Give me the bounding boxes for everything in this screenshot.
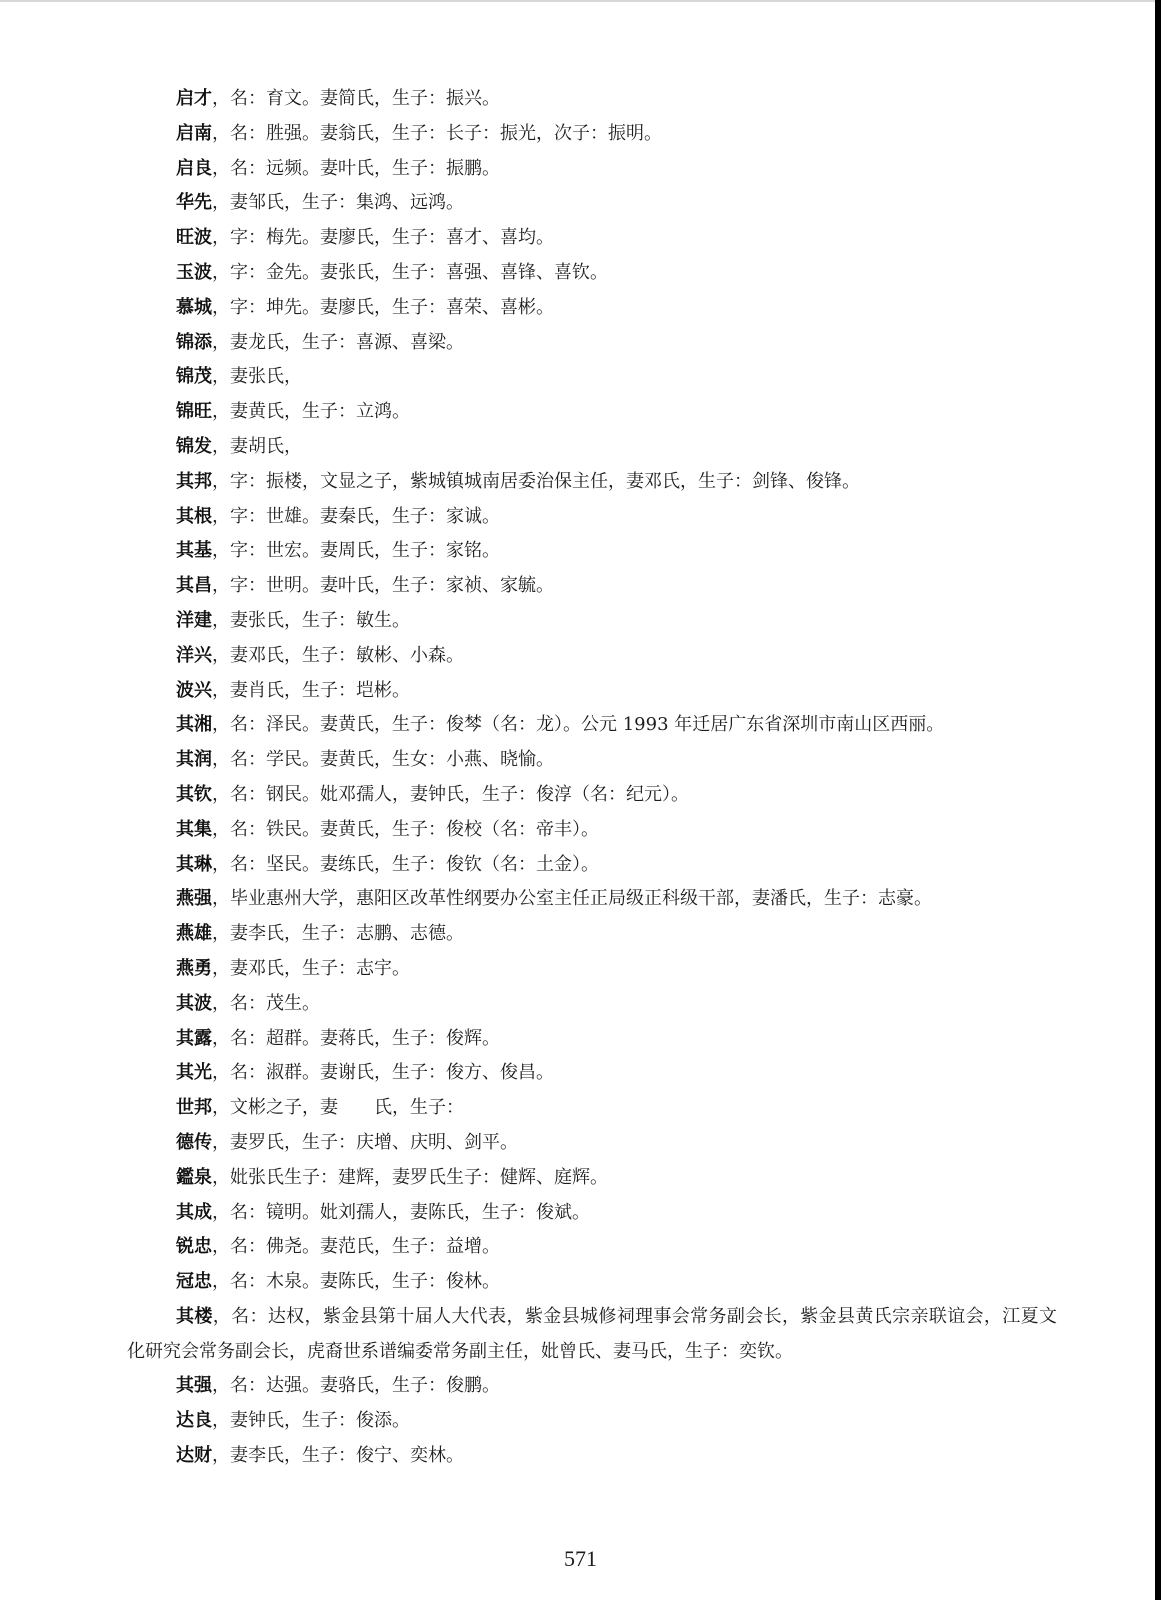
person-name: 其露 (176, 1027, 212, 1049)
person-name: 波兴 (176, 679, 212, 701)
scan-edge-right (1155, 0, 1161, 1600)
person-details: ，字：金先。妻张氏，生子：喜强、喜锋、喜钦。 (212, 261, 608, 283)
person-details: ，妻钟氏，生子：俊添。 (212, 1410, 410, 1432)
genealogy-entry (127, 639, 1057, 674)
genealogy-entry (127, 1265, 1057, 1300)
genealogy-entry (127, 1091, 1057, 1126)
person-details: ，妻黄氏，生子：立鸿。 (212, 401, 410, 423)
person-details: ，妻张氏， (212, 366, 302, 388)
person-details: ，妻邓氏，生子：志宇。 (212, 957, 410, 979)
person-name: 世邦 (176, 1097, 212, 1119)
person-details: ，名：胜强。妻翁氏，生子：长子：振光，次子：振明。 (212, 122, 662, 144)
person-details: ，名：育文。妻简氏，生子：振兴。 (212, 88, 500, 109)
person-name: 德传 (176, 1131, 212, 1153)
person-details: ，妣张氏生子：建辉，妻罗氏生子：健辉、庭辉。 (212, 1166, 608, 1188)
genealogy-entry (127, 1196, 1057, 1231)
person-name: 其润 (176, 749, 212, 771)
genealogy-entry (127, 848, 1057, 883)
genealogy-entry (127, 326, 1057, 361)
person-details: ，妻李氏，生子：志鹏、志德。 (212, 923, 464, 945)
person-details: ，名：淑群。妻谢氏，生子：俊方、俊昌。 (212, 1062, 554, 1084)
person-name: 玉波 (176, 261, 212, 283)
person-name: 其琳 (176, 853, 212, 875)
person-name: 启南 (176, 122, 212, 144)
person-details: ，名：坚民。妻练氏，生子：俊钦（名：土金）。 (212, 853, 599, 875)
person-name: 其钦 (176, 783, 212, 805)
genealogy-entry (127, 952, 1057, 987)
genealogy-entry (127, 882, 1057, 917)
person-name: 其楼 (176, 1305, 213, 1327)
person-name: 其集 (176, 818, 212, 840)
person-details: ，名：茂生。 (212, 992, 320, 1014)
genealogy-entry (127, 291, 1057, 326)
person-name: 启才 (176, 88, 212, 109)
person-name: 其基 (176, 540, 212, 562)
genealogy-entry (127, 1126, 1057, 1161)
genealogy-entry (127, 500, 1057, 535)
genealogy-entry (127, 430, 1057, 465)
genealogy-entry (127, 743, 1057, 778)
genealogy-entry (127, 987, 1057, 1022)
person-name: 鑑泉 (176, 1166, 212, 1188)
person-name: 慕城 (176, 296, 212, 318)
person-name: 洋兴 (176, 644, 212, 666)
person-name: 达良 (176, 1410, 212, 1432)
person-details: ，名：铁民。妻黄氏，生子：俊校（名：帝丰）。 (212, 818, 599, 840)
person-name: 其湘 (176, 714, 212, 736)
person-name: 其昌 (176, 575, 212, 597)
person-name: 锦发 (176, 435, 212, 457)
person-details: ，毕业惠州大学，惠阳区改革性纲要办公室主任正局级正科级干部，妻潘氏，生子：志豪。 (212, 888, 932, 910)
person-name: 锦添 (176, 331, 212, 353)
person-details: ，妻肖氏，生子：垲彬。 (212, 679, 410, 701)
genealogy-entry (127, 465, 1057, 500)
person-details: ，文彬之子，妻 氏，生子： (212, 1097, 464, 1119)
person-details: ，字：梅先。妻廖氏，生子：喜才、喜均。 (212, 227, 554, 249)
person-details: ，字：坤先。妻廖氏，生子：喜荣、喜彬。 (212, 296, 554, 318)
person-name: 其根 (176, 505, 212, 527)
person-details: ，名：学民。妻黄氏，生女：小燕、晓愉。 (212, 749, 554, 771)
person-name: 锦旺 (176, 401, 212, 423)
genealogy-entry (127, 569, 1057, 604)
person-details: ，名：佛尧。妻范氏，生子：益增。 (212, 1236, 500, 1258)
person-details: ，名：达强。妻骆氏，生子：俊鹏。 (212, 1375, 500, 1397)
genealogy-entry (127, 534, 1057, 569)
person-details: ，字：世明。妻叶氏，生子：家祯、家毓。 (212, 575, 554, 597)
genealogy-entry (127, 1439, 1057, 1474)
person-details: ，妻李氏，生子：俊宁、奕林。 (212, 1445, 464, 1467)
person-name: 其成 (176, 1201, 212, 1223)
genealogy-entry (127, 1230, 1057, 1265)
genealogy-entry (127, 395, 1057, 430)
person-name: 洋建 (176, 609, 212, 631)
genealogy-entry (127, 674, 1057, 709)
genealogy-entry (127, 360, 1057, 395)
person-details: ，妻龙氏，生子：喜源、喜梁。 (212, 331, 464, 353)
person-name: 燕强 (176, 888, 212, 910)
genealogy-entry (127, 221, 1057, 256)
person-details: ，妻张氏，生子：敏生。 (212, 609, 410, 631)
genealogy-entry (127, 186, 1057, 221)
genealogy-entry (127, 917, 1057, 952)
person-details: ，字：振楼，文显之子，紫城镇城南居委治保主任，妻邓氏，生子：剑锋、俊锋。 (212, 470, 860, 492)
genealogy-entry (127, 813, 1057, 848)
genealogy-entry (127, 708, 1057, 743)
person-details: ，名：达权，紫金县第十届人大代表，紫金县城修祠理事会常务副会长，紫金县黄氏宗亲联谊会，江夏文化研究会常务副会长，虎裔世系谱编委常务副主任，妣曾氏、妻马氏，生子：奕钦。 (127, 1305, 1058, 1362)
person-details: ，妻胡氏， (212, 435, 302, 457)
genealogy-entry (127, 1404, 1057, 1439)
person-name: 其光 (176, 1062, 212, 1084)
genealogy-entry (127, 1161, 1057, 1196)
scan-edge-top (0, 0, 1161, 2)
page-number: 571 (564, 1546, 597, 1571)
person-details: ，名：泽民。妻黄氏，生子：俊棽（名：龙）。公元 1993 年迁居广东省深圳市南山区西丽。 (212, 714, 945, 736)
person-name: 锐忠 (176, 1236, 212, 1258)
person-details: ，字：世雄。妻秦氏，生子：家诚。 (212, 505, 500, 527)
person-details: ，妻邓氏，生子：敏彬、小森。 (212, 644, 464, 666)
genealogy-entry (127, 152, 1057, 187)
person-name: 启良 (176, 157, 212, 179)
genealogy-entry (127, 1022, 1057, 1057)
person-details: ，妻邹氏，生子：集鸿、远鸿。 (212, 192, 464, 214)
person-details: ，名：木泉。妻陈氏，生子：俊林。 (212, 1271, 500, 1293)
genealogy-entry (127, 1056, 1057, 1091)
person-name: 锦茂 (176, 366, 212, 388)
person-name: 其邦 (176, 470, 212, 492)
person-details: ，字：世宏。妻周氏，生子：家铭。 (212, 540, 500, 562)
person-name: 华先 (176, 192, 212, 214)
person-details: ，名：远频。妻叶氏，生子：振鹏。 (212, 157, 500, 179)
genealogy-entry (127, 82, 1057, 117)
person-details: ，妻罗氏，生子：庆增、庆明、剑平。 (212, 1131, 518, 1153)
genealogy-entry (127, 256, 1057, 291)
person-name: 其波 (176, 992, 212, 1014)
genealogy-entry (127, 604, 1057, 639)
person-name: 燕雄 (176, 923, 212, 945)
genealogy-entry (127, 1300, 1057, 1370)
person-details: ，名：钢民。妣邓孺人，妻钟氏，生子：俊淳（名：纪元）。 (212, 783, 689, 805)
person-name: 达财 (176, 1445, 212, 1467)
person-name: 冠忠 (176, 1271, 212, 1293)
person-details: ，名：镜明。妣刘孺人，妻陈氏，生子：俊斌。 (212, 1201, 590, 1223)
person-details: ，名：超群。妻蒋氏，生子：俊辉。 (212, 1027, 500, 1049)
genealogy-entry (127, 1369, 1057, 1404)
person-name: 燕勇 (176, 957, 212, 979)
person-name: 其强 (176, 1375, 212, 1397)
person-name: 旺波 (176, 227, 212, 249)
genealogy-entries (127, 82, 1057, 1474)
genealogy-entry (127, 117, 1057, 152)
genealogy-entry (127, 778, 1057, 813)
